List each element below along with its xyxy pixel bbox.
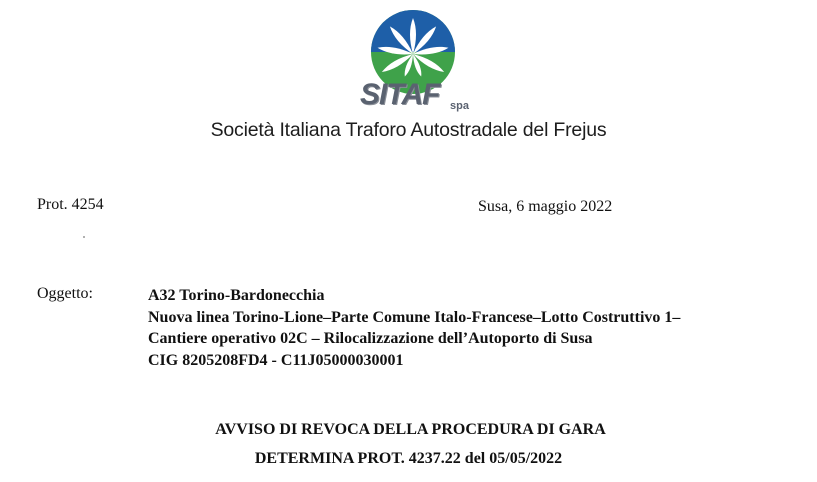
- notice-heading: AVVISO DI REVOCA DELLA PROCEDURA DI GARA: [215, 421, 606, 438]
- determination-heading: DETERMINA PROT. 4237.22 del 05/05/2022: [254, 450, 563, 467]
- subject-line: A32 Torino-Bardonecchia: [148, 287, 325, 304]
- protocol-number: Prot. 4254: [37, 196, 104, 213]
- subject-label: Oggetto:: [37, 285, 93, 302]
- scan-speck: [83, 236, 85, 238]
- subject-line: Nuova linea Torino-Lione–Parte Comune Italo-Francese–Lotto Costruttivo 1–: [148, 308, 681, 326]
- subject-line: CIG 8205208FD4 - C11J05000030001: [148, 351, 404, 369]
- company-name: Società Italiana Traforo Autostradale del Frejus: [210, 119, 607, 141]
- place-date: Susa, 6 maggio 2022: [478, 198, 613, 215]
- brand-suffix: spa: [450, 100, 469, 112]
- subject-line: Cantiere operativo 02C – Rilocalizzazione dell’Autoporto di Susa: [148, 330, 593, 347]
- subject-block: [148, 285, 680, 371]
- brand-name: SITAF: [360, 78, 440, 111]
